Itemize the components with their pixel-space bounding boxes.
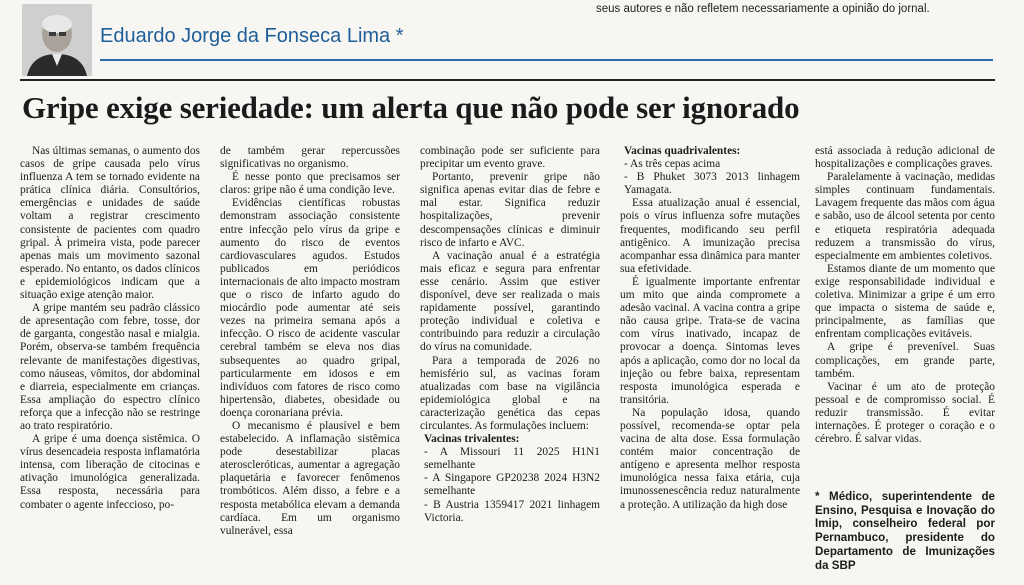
paragraph: Nas últimas semanas, o aumento dos casos de gripe causada pelo vírus influenza A tem se tornado evidente na prática clínica diária. Consultórios, emergências e unidades de saúde voltam a registrar crescimento consistente de pacientes com quadro gripal. À primeira vista, pode parecer apenas mais um movimento sazonal esperado. No entanto, os dados clínicos e epidemiológicos indicam que a situação exige atenção maior. bbox=[20, 145, 200, 302]
paragraph: O mecanismo é plausível e bem estabelecido. A inflamação sistêmica pode desestabilizar placas ateroscleróticas, aumentar a agregação plaquetária e favorecer fenômenos trombóticos. Além disso, a febre e a resposta metabólica elevam a demanda cardíaca. Em um organismo vulnerável, essa bbox=[220, 419, 400, 537]
column-2 bbox=[220, 145, 400, 538]
headline-divider bbox=[20, 79, 995, 81]
paragraph: É nesse ponto que precisamos ser claros: gripe não é uma condição leve. bbox=[220, 171, 400, 197]
paragraph: Para a temporada de 2026 no hemisfério sul, as vacinas foram atualizadas com base na vigilância epidemiológica global e na caracterização genética das cepas circulantes. As formulações incluem: bbox=[420, 354, 600, 432]
trivalent-title: Vacinas trivalentes: bbox=[424, 433, 520, 446]
paragraph: A gripe é uma doença sistêmica. O vírus desencadeia resposta inflamatória intensa, com liberação de citocinas e ativação imunológica generalizada. Essa resposta, necessária para combater o agente infeccioso, po- bbox=[20, 433, 200, 511]
disclaimer-note: seus autores e não refletem necessariamente a opinião do jornal. bbox=[596, 3, 930, 15]
paragraph: de também gerar repercussões significativas no organismo. bbox=[220, 145, 400, 171]
list-item: - A Singapore GP20238 2024 H3N2 semelhante bbox=[424, 472, 600, 498]
paragraph: Na população idosa, quando possível, recomenda-se optar pela vacina de alta dose. Essa formulação contém maior concentração de antígeno e apresenta melhor resposta imunológica nessa faixa etária, cuja imunossenescência reduz naturalmente a proteção. A utilização da high dose bbox=[620, 406, 800, 511]
list-item: - A Missouri 11 2025 H1N1 semelhante bbox=[424, 446, 600, 472]
author-photo bbox=[22, 4, 92, 76]
column-1 bbox=[20, 145, 200, 512]
paragraph: Portanto, prevenir gripe não significa apenas evitar dias de febre e mal estar. Significa reduzir hospitalizações, prevenir descompensações clínicas e diminuir risco de infarto e AVC. bbox=[420, 171, 600, 249]
author-name: Eduardo Jorge da Fonseca Lima * bbox=[100, 25, 404, 47]
column-4 bbox=[620, 145, 800, 512]
list-item: - B Phuket 3073 2013 linhagem Yamagata. bbox=[624, 171, 800, 197]
paragraph: está associada à redução adicional de hospitalizações e complicações graves. bbox=[815, 145, 995, 171]
author-divider bbox=[100, 59, 993, 61]
column-3 bbox=[420, 145, 600, 525]
paragraph: Paralelamente à vacinação, medidas simples continuam fundamentais. Lavagem frequente das mãos com água e sabão, uso de álcool setenta por cento e etiqueta respiratória adequada reduzem a transmissão do vírus, especialmente em ambientes coletivos. bbox=[815, 171, 995, 262]
list-item: - B Austria 1359417 2021 linhagem Victoria. bbox=[424, 498, 600, 524]
paragraph: combinação pode ser suficiente para precipitar um evento grave. bbox=[420, 145, 600, 171]
paragraph: Estamos diante de um momento que exige responsabilidade individual e coletiva. Minimizar a gripe é um erro que impacta o sistema de saúde e, principalmente, as famílias que enfrentam complicações evitáveis. bbox=[815, 262, 995, 341]
quadrivalent-title: Vacinas quadrivalentes: bbox=[624, 145, 741, 157]
column-5 bbox=[815, 145, 995, 446]
paragraph: A vacinação anual é a estratégia mais eficaz e segura para enfrentar esse cenário. Assim que estiver disponível, deve ser realizada o mais rapidamente possível, garantindo proteção individual e coletiva e contribuindo para reduzir a circulação do vírus na comunidade. bbox=[420, 249, 600, 354]
paragraph: Vacinar é um ato de proteção pessoal e de compromisso social. É reduzir transmissão. É evitar internações. É proteger o coração e o cérebro. É salvar vidas. bbox=[815, 380, 995, 446]
paragraph: A gripe é prevenível. Suas complicações, em grande parte, também. bbox=[815, 341, 995, 380]
list-item: - As três cepas acima bbox=[624, 158, 721, 171]
author-bio-note: * Médico, superintendente de Ensino, Pesquisa e Inovação do Imip, conselheiro federal por Pernambuco, presidente do Departamento de Imunizações da SBP bbox=[815, 490, 995, 572]
paragraph: Evidências científicas robustas demonstram associação consistente entre infecção pelo vírus da gripe e aumento do risco de eventos cardiovasculares agudos. Estudos publicados em periódicos internacionais de alto impacto mostram que o risco de infarto agudo do miocárdio pode aumentar até seis vezes na primeira semana após a infecção. O risco de acidente vascular cerebral também se eleva nos dias subsequentes ao quadro gripal, particularmente em idosos e em indivíduos com fatores de risco como hipertensão, diabetes, obesidade ou doença coronariana prévia. bbox=[220, 197, 400, 419]
article-headline: Gripe exige seriedade: um alerta que não pode ser ignorado bbox=[22, 90, 800, 125]
paragraph: É igualmente importante enfrentar um mito que ainda compromete a adesão vacinal. A vacina contra a gripe não causa gripe. Trata-se de vacina com vírus inativado, incapaz de provocar a doença. Sintomas leves após a aplicação, como dor no local da injeção ou febre baixa, representam resposta imunológica esperada e transitória. bbox=[620, 275, 800, 406]
paragraph: Essa atualização anual é essencial, pois o vírus influenza sofre mutações frequentes, modificando seu perfil antigênico. A imunização precisa acompanhar essa dinâmica para manter sua efetividade. bbox=[620, 197, 800, 275]
paragraph: A gripe mantém seu padrão clássico de apresentação com febre, tosse, dor de garganta, congestão nasal e mialgia. Porém, observa-se também frequência relevante de manifestações digestivas, como náuseas, vômitos, dor abdominal e diarreia, especialmente em crianças. Essa ampliação do espectro clínico reforça que a infecção não se restringe ao trato respiratório. bbox=[20, 302, 200, 432]
